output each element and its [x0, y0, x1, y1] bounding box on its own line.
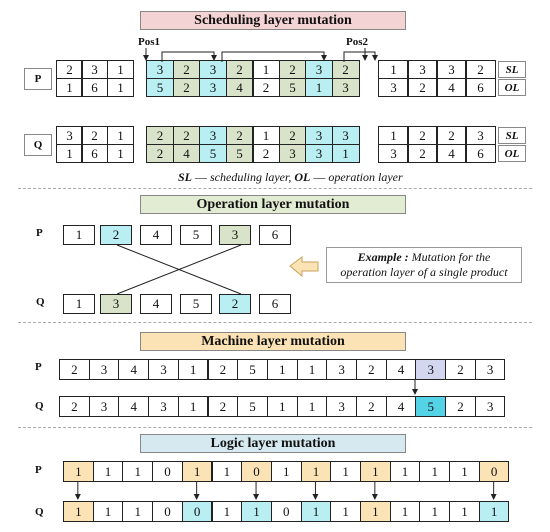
legend-dash-1: —	[195, 170, 208, 184]
sched-q-sl-cell: 3	[465, 126, 496, 145]
sched-p-sl-cell: 1	[378, 60, 409, 79]
sched-q-sl-cell: 3	[56, 126, 83, 145]
sched-q-ol-cell: 4	[173, 144, 201, 163]
operation-title: Operation layer mutation	[140, 195, 406, 214]
sched-p-ol-cell: 3	[332, 78, 360, 97]
op-p-cell: 1	[63, 225, 95, 245]
machine-p-cell: 4	[118, 359, 149, 380]
op-q-cell: 3	[100, 294, 132, 314]
sched-p-ol-cell: 5	[146, 78, 174, 97]
sched-q-ol-cell: 6	[465, 144, 496, 163]
logic-q-cell: 1	[479, 501, 510, 522]
machine-q-cell: 2	[208, 396, 239, 417]
sched-q-sl-cell: 2	[81, 126, 108, 145]
machine-q-cell: 1	[297, 396, 328, 417]
pos2-label: Pos2	[346, 36, 368, 48]
sched-q-ol-cell: 1	[56, 144, 83, 163]
machine-p-cell: 2	[208, 359, 239, 380]
logic-q-cell: 1	[241, 501, 272, 522]
sched-p-sl-tag: SL	[498, 61, 526, 78]
hollow-arrow-icon	[290, 257, 318, 276]
machine-q-cell: 2	[356, 396, 387, 417]
op-q-cell: 1	[63, 294, 95, 314]
machine-p-label: P	[35, 361, 42, 373]
logic-q-cell: 0	[182, 501, 213, 522]
sched-q-ol-cell: 5	[199, 144, 227, 163]
sched-p-ol-cell: 3	[378, 78, 409, 97]
machine-title: Machine layer mutation	[140, 332, 406, 351]
logic-q-cell: 1	[330, 501, 361, 522]
sched-q-sl-cell: 3	[332, 126, 360, 145]
sched-q-sl-cell: 1	[107, 126, 134, 145]
logic-q-cell: 1	[360, 501, 391, 522]
example-bold: Example :	[357, 250, 409, 264]
sched-q-sl-cell: 1	[378, 126, 409, 145]
machine-q-cell: 5	[415, 396, 446, 417]
machine-p-cell: 1	[267, 359, 298, 380]
sched-p-sl-cell: 2	[226, 60, 254, 79]
swap-bracket-2	[222, 52, 324, 62]
logic-p-cell: 1	[271, 461, 302, 482]
logic-q-cell: 0	[152, 501, 183, 522]
sched-p-sl-cell: 3	[146, 60, 174, 79]
machine-p-cell: 3	[326, 359, 357, 380]
logic-q-label: Q	[35, 506, 44, 518]
sched-q-ol-cell: 6	[81, 144, 108, 163]
logic-p-cell: 1	[182, 461, 213, 482]
sched-q-sl-tag: SL	[498, 127, 526, 144]
sched-q-sl-cell: 2	[226, 126, 254, 145]
sched-q-label: Q	[24, 134, 52, 156]
sched-p-sl-cell: 3	[407, 60, 438, 79]
sched-q-ol-cell: 1	[332, 144, 360, 163]
sched-p-sl-cell: 3	[81, 60, 108, 79]
sched-q-ol-cell: 3	[305, 144, 333, 163]
machine-p-cell: 1	[297, 359, 328, 380]
sched-q-sl-cell: 2	[279, 126, 307, 145]
sched-p-sl-cell: 1	[107, 60, 134, 79]
sched-p-sl-cell: 3	[305, 60, 333, 79]
scheduling-title: Scheduling layer mutation	[140, 11, 406, 30]
sched-p-label: P	[24, 68, 52, 90]
machine-p-cell: 2	[356, 359, 387, 380]
op-q-cell: 2	[219, 294, 251, 314]
sched-q-ol-cell: 3	[279, 144, 307, 163]
sched-q-ol-cell: 3	[378, 144, 409, 163]
sched-p-sl-cell: 2	[56, 60, 83, 79]
swap-bracket-3	[344, 52, 375, 62]
logic-p-cell: 1	[301, 461, 332, 482]
sched-p-ol-cell: 5	[279, 78, 307, 97]
legend-sl: SL	[178, 170, 193, 184]
sched-p-ol-cell: 6	[465, 78, 496, 97]
logic-q-cell: 1	[419, 501, 450, 522]
sched-q-sl-cell: 2	[436, 126, 467, 145]
sched-p-ol-cell: 2	[252, 78, 280, 97]
sched-q-ol-cell: 2	[146, 144, 174, 163]
sched-q-ol-cell: 2	[252, 144, 280, 163]
logic-p-label: P	[35, 464, 42, 476]
machine-p-cell: 3	[475, 359, 506, 380]
op-p-cell: 5	[180, 225, 212, 245]
example-text-1: Mutation for the	[411, 250, 491, 264]
logic-p-cell: 1	[390, 461, 421, 482]
machine-q-cell: 5	[237, 396, 268, 417]
sched-p-ol-cell: 2	[407, 78, 438, 97]
logic-p-cell: 1	[419, 461, 450, 482]
logic-q-cell: 1	[390, 501, 421, 522]
sched-q-ol-tag: OL	[498, 145, 526, 162]
op-p-cell: 4	[140, 225, 172, 245]
op-p-cell: 3	[219, 225, 251, 245]
logic-q-cell: 1	[122, 501, 153, 522]
machine-q-cell: 4	[386, 396, 417, 417]
swap-bracket-1	[162, 52, 214, 62]
machine-p-cell: 2	[59, 359, 90, 380]
machine-q-cell: 1	[267, 396, 298, 417]
sched-p-sl-cell: 3	[436, 60, 467, 79]
machine-q-label: Q	[35, 400, 44, 412]
sched-p-ol-cell: 4	[436, 78, 467, 97]
sched-p-ol-tag: OL	[498, 79, 526, 96]
sched-p-sl-cell: 3	[199, 60, 227, 79]
logic-p-cell: 1	[449, 461, 480, 482]
machine-q-cell: 2	[59, 396, 90, 417]
logic-p-cell: 1	[330, 461, 361, 482]
machine-p-cell: 3	[89, 359, 120, 380]
op-q-cell: 5	[180, 294, 212, 314]
machine-p-cell: 2	[445, 359, 476, 380]
legend-ol: OL	[294, 170, 311, 184]
sched-p-ol-cell: 2	[173, 78, 201, 97]
op-q-cell: 6	[259, 294, 291, 314]
machine-p-cell: 3	[415, 359, 446, 380]
machine-q-cell: 2	[445, 396, 476, 417]
sched-q-sl-cell: 1	[252, 126, 280, 145]
sched-p-sl-cell: 2	[279, 60, 307, 79]
logic-p-cell: 0	[152, 461, 183, 482]
machine-q-cell: 3	[148, 396, 179, 417]
logic-p-cell: 1	[122, 461, 153, 482]
machine-q-cell: 3	[326, 396, 357, 417]
machine-p-cell: 5	[237, 359, 268, 380]
sched-q-ol-cell: 1	[107, 144, 134, 163]
logic-q-cell: 0	[271, 501, 302, 522]
logic-p-cell: 0	[479, 461, 510, 482]
logic-p-cell: 1	[93, 461, 124, 482]
sched-q-ol-cell: 2	[407, 144, 438, 163]
machine-p-cell: 1	[178, 359, 209, 380]
machine-p-cell: 4	[386, 359, 417, 380]
machine-p-cell: 3	[148, 359, 179, 380]
legend-dash-2: —	[313, 170, 326, 184]
machine-q-cell: 1	[178, 396, 209, 417]
op-q-cell: 4	[140, 294, 172, 314]
sched-p-ol-cell: 6	[81, 78, 108, 97]
logic-q-cell: 1	[212, 501, 243, 522]
machine-q-cell: 4	[118, 396, 149, 417]
op-p-cell: 2	[100, 225, 132, 245]
logic-q-cell: 1	[63, 501, 94, 522]
logic-q-cell: 1	[301, 501, 332, 522]
sched-q-sl-cell: 2	[146, 126, 174, 145]
logic-p-cell: 0	[241, 461, 272, 482]
logic-p-cell: 1	[212, 461, 243, 482]
sched-p-sl-cell: 2	[332, 60, 360, 79]
sched-p-ol-cell: 1	[107, 78, 134, 97]
machine-q-cell: 3	[89, 396, 120, 417]
sched-p-sl-cell: 1	[252, 60, 280, 79]
sched-q-sl-cell: 2	[407, 126, 438, 145]
machine-q-cell: 3	[475, 396, 506, 417]
sched-q-ol-cell: 5	[226, 144, 254, 163]
logic-q-cell: 1	[93, 501, 124, 522]
logic-p-cell: 1	[63, 461, 94, 482]
sched-q-sl-cell: 3	[305, 126, 333, 145]
logic-p-cell: 1	[360, 461, 391, 482]
example-text-2: operation layer of a single product	[340, 265, 508, 279]
op-p-label: P	[36, 227, 43, 239]
sched-q-sl-cell: 2	[173, 126, 201, 145]
sched-q-sl-cell: 3	[199, 126, 227, 145]
logic-title: Logic layer mutation	[140, 434, 406, 453]
logic-q-cell: 1	[449, 501, 480, 522]
op-p-cell: 6	[259, 225, 291, 245]
legend-ol-text: operation layer	[328, 170, 403, 184]
sched-p-ol-cell: 3	[199, 78, 227, 97]
sched-p-ol-cell: 4	[226, 78, 254, 97]
op-q-label: Q	[36, 296, 45, 308]
sched-p-ol-cell: 1	[305, 78, 333, 97]
sched-p-sl-cell: 2	[465, 60, 496, 79]
sched-p-ol-cell: 1	[56, 78, 83, 97]
sched-p-sl-cell: 2	[173, 60, 201, 79]
legend-sl-text: scheduling layer,	[210, 170, 292, 184]
pos1-label: Pos1	[138, 36, 160, 48]
sched-q-ol-cell: 4	[436, 144, 467, 163]
